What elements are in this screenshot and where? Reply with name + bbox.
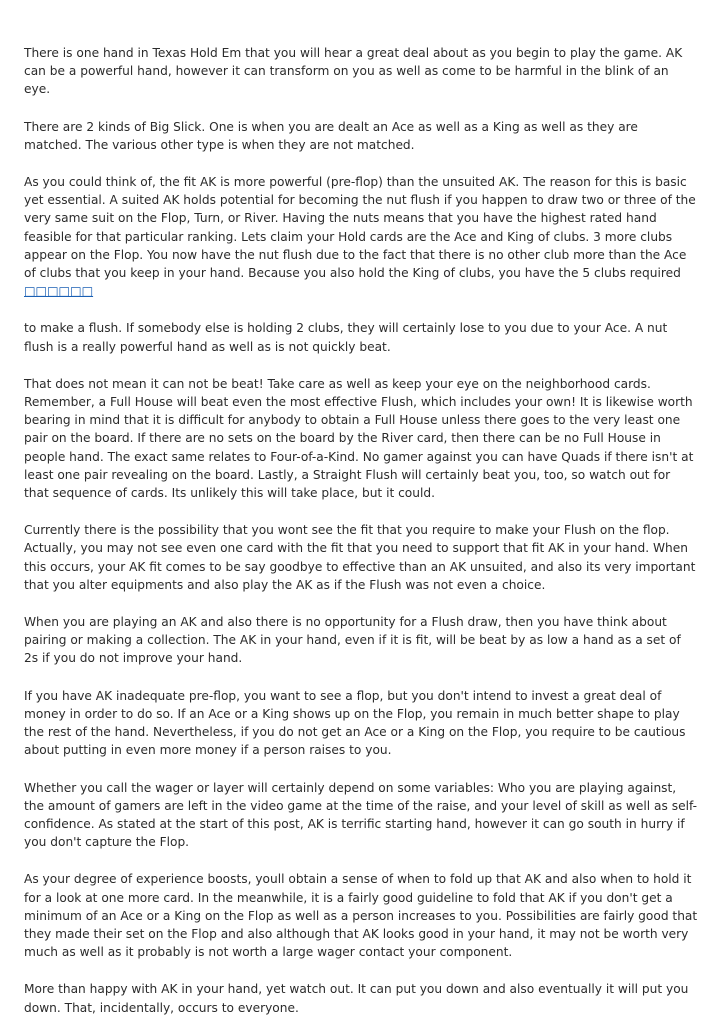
paragraph-big-slick-kinds: There are 2 kinds of Big Slick. One is when you are dealt an Ace as well as a King as well as they are matched. The various other type is when they are not matched.: [24, 119, 638, 152]
paragraph-intro: There is one hand in Texas Hold Em that you will hear a great deal about as you begin to play the game. AK can be a powerful hand, however it can transform on you as well as come to be harmful in the blink of an eye.: [24, 46, 683, 97]
paragraph-pairing: When you are playing an AK and also there is no opportunity for a Flush draw, then you have think about pairing or making a collection. The AK in your hand, even if it is fit, will be beat by as low a hand as a set of 2s if you do not improve your hand.: [24, 615, 681, 666]
paragraph-flush: to make a flush. If somebody else is holding 2 clubs, they will certainly lose to you due to your Ace. A nut flush is a really powerful hand as well as is not quickly beat.: [24, 321, 668, 354]
inline-link[interactable]: □□□□□□: [24, 284, 94, 299]
paragraph-conclusion: More than happy with AK in your hand, yet watch out. It can put you down and also eventually it will put you down. That, incidentally, occurs to everyone.: [24, 982, 689, 1015]
paragraph-no-suit-on-flop: Currently there is the possibility that you wont see the fit that you require to make your Flush on the flop. Actually, you may not see even one card with the fit that you need to support that fit AK in your hand. When this occurs, your AK fit comes to be say goodbye to effective than an AK unsuited, and also its very important that you alter equipments and also play the AK as if the Flush was not even a choice.: [24, 523, 696, 592]
paragraph-suited-ak-text: As you could think of, the fit AK is more powerful (pre-flop) than the unsuited AK. The reason for this is basic yet essential. A suited AK holds potential for becoming the nut flush if you happen to draw two or three of the very same suit on the Flop, Turn, or River. Having the nuts means that you have the highest rated hand feasible for that particular ranking. Lets claim your Hold cards are the Ace and King of clubs. 3 more clubs appear on the Flop. You now have the nut flush due to the fact that there is no other club more than the Ace of clubs that you keep in your hand. Because you also hold the King of clubs, you have the 5 clubs required: [24, 175, 696, 281]
paragraph-experience: As your degree of experience boosts, youll obtain a sense of when to fold up that AK and also when to hold it for a look at one more card. In the meanwhile, it is a fairly good guideline to fold that AK if you don't get a minimum of an Ace or a King on the Flop as well as a person increases to you. Possibilities are fairly good that they made their set on the Flop and also although that AK looks good in your hand, it may not be worth very much as well as it probably is not worth a large wager contact your component.: [24, 872, 698, 960]
paragraph-can-be-beat: That does not mean it can not be beat! Take care as well as keep your eye on the neighborhood cards. Remember, a Full House will beat even the most effective Flush, which includes your own! It is likewise worth bearing in mind that it is difficult for anybody to obtain a Full House unless there goes to the very least one pair on the board. If there are no sets on the board by the River card, then there can be no Full House in people hand. The exact same relates to Four-of-a-Kind. No gamer against you can have Quads if there isn't at least one pair revealing on the board. Lastly, a Straight Flush will certainly beat you, too, so watch out for that sequence of cards. Its unlikely this will take place, but it could.: [24, 376, 694, 501]
paragraph-preflop: If you have AK inadequate pre-flop, you want to see a flop, but you don't intend to invest a great deal of money in order to do so. If an Ace or a King shows up on the Flop, you remain in much better shape to play the rest of the hand. Nevertheless, if you do not get an Ace or a King on the Flop, you require to be cautious about putting in even more money if a person raises to you.: [24, 688, 686, 758]
paragraph-variables: Whether you call the wager or layer will certainly depend on some variables: Who you are playing against, the amount of gamers are left in the video game at the time of the raise, and your level of skill as well as self-confidence. As stated at the start of this post, AK is terrific starting hand, however it can go south in hurry if you don't capture the Flop.: [24, 780, 697, 850]
paragraph-suited-ak: [24, 173, 698, 300]
article-body: [24, 44, 698, 1036]
